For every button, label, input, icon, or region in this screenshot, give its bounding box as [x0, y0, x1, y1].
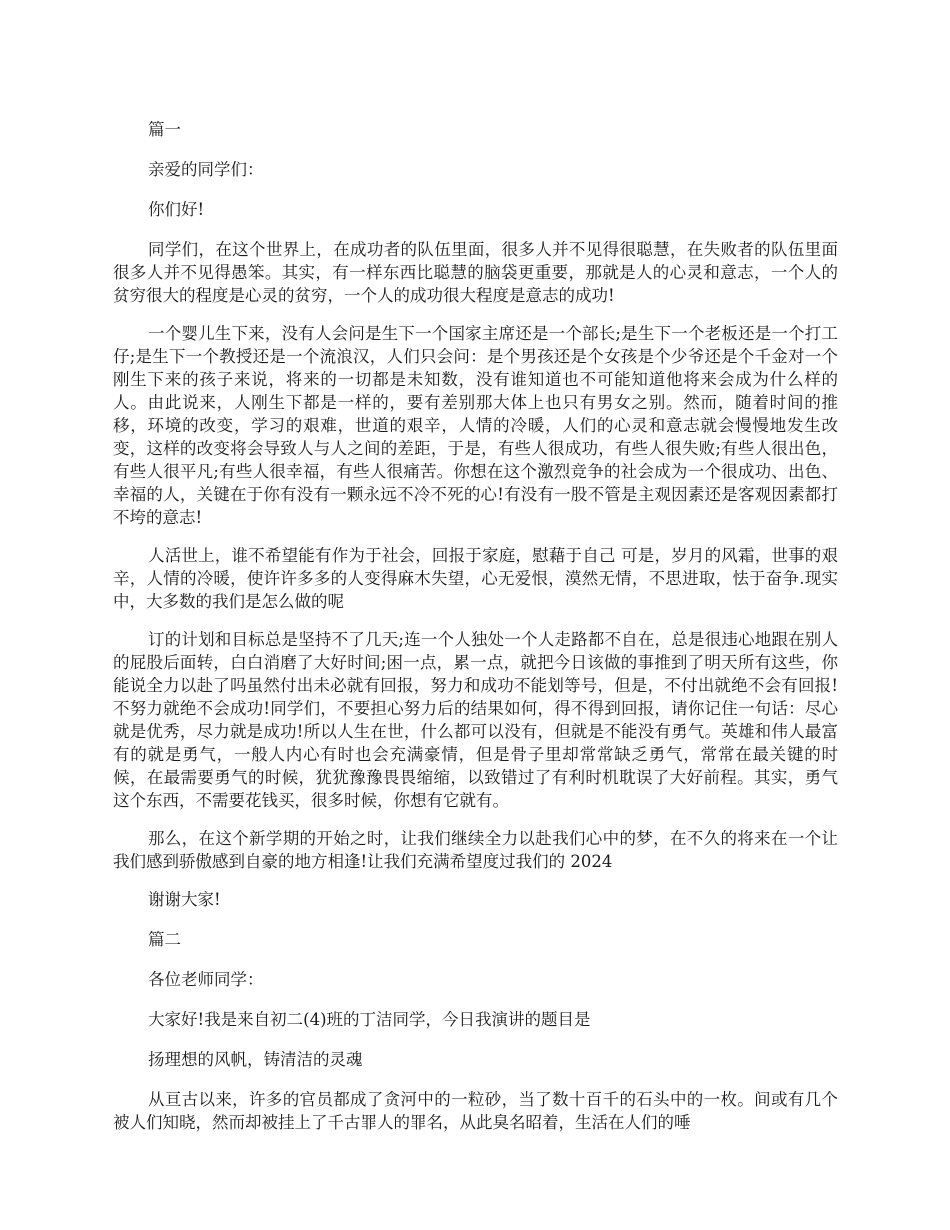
body-paragraph: 人活世上，谁不希望能有作为于社会，回报于家庭，慰藉于自己 可是，岁月的风霜，世事的艰辛，人情的冷暖，使许许多多的人变得麻木失望，心无爱恨，漠然无情，不思进取，怯于奋争.现实中，大多数的我们是怎么做的呢: [113, 546, 838, 611]
salutation: 各位老师同学：: [148, 970, 264, 989]
section-heading-2: 篇二: [148, 930, 181, 949]
body-paragraph: 一个婴儿生下来，没有人会问是生下一个国家主席还是一个部长;是生下一个老板还是一个打工仔;是生下一个教授还是一个流浪汉，人们只会问：是个男孩还是个女孩是个少爷还是个千金对一个刚生下来的孩子来说，将来的一切都是未知数，没有谁知道也不可能知道他将来会成为什么样的人。由此说来，人刚生下都是一样的，要有差别那大体上也只有男女之别。然而，随着时间的推移，环境的改变，学习的艰难，世道的艰辛，人情的冷暖，人们的心灵和意志就会慢慢地发生改变，这样的改变将会导致人与人之间的差距，于是，有些人很成功，有些人很失败;有些人很出色，有些人很平凡;有些人很幸福，有些人很痛苦。你想在这个激烈竞争的社会成为一个很成功、出色、幸福的人，关键在于你有没有一颗永远不冷不死的心!有没有一股不管是主观因素还是客观因素都打不垮的意志!: [113, 324, 838, 527]
speech-title: 扬理想的风帆，铸清洁的灵魂: [148, 1050, 363, 1069]
salutation: 亲爱的同学们：: [148, 160, 264, 179]
section-heading-1: 篇一: [148, 120, 181, 139]
closing-thanks: 谢谢大家!: [148, 890, 221, 909]
body-paragraph: 那么，在这个新学期的开始之时，让我们继续全力以赴我们心中的梦，在不久的将来在一个让我们感到骄傲感到自豪的地方相逢!让我们充满希望度过我们的 2024: [113, 829, 838, 871]
body-paragraph: 订的计划和目标总是坚持不了几天;连一个人独处一个人走路都不自在，总是很违心地跟在别人的屁股后面转，白白消磨了大好时间;困一点，累一点，就把今日该做的事推到了明天所有这些，你能说全力以赴了吗虽然付出未必就有回报，努力和成功不能划等号，但是，不付出就绝不会有回报!不努力就绝不会成功!同学们，不要担心努力后的结果如何，得不得到回报，请你记住一句话：尽心就是优秀，尽力就是成功!所以人生在世，什么都可以没有，但就是不能没有勇气。英雄和伟人最富有的就是勇气，一般人内心有时也会充满豪情，但是骨子里却常常缺乏勇气，常常在最关键的时候，在最需要勇气的时候，犹犹豫豫畏畏缩缩，以致错过了有利时机耽误了大好前程。其实，勇气这个东西，不需要花钱买，很多时候，你想有它就有。: [113, 630, 838, 810]
body-paragraph: 同学们，在这个世界上，在成功者的队伍里面，很多人并不见得很聪慧，在失败者的队伍里面很多人并不见得愚笨。其实，有一样东西比聪慧的脑袋更重要，那就是人的心灵和意志，一个人的贫穷很大的程度是心灵的贫穷，一个人的成功很大程度是意志的成功!: [113, 240, 838, 305]
body-paragraph: 从亘古以来，许多的官员都成了贪河中的一粒砂，当了数十百千的石头中的一枚。间或有几个被人们知晓，然而却被挂上了千古罪人的罪名，从此臭名昭着，生活在人们的唾: [113, 1090, 838, 1132]
greeting: 你们好!: [148, 200, 205, 219]
document-page: [113, 118, 838, 1149]
greeting: 大家好!我是来自初二(4)班的丁洁同学，今日我演讲的题目是: [148, 1010, 591, 1029]
